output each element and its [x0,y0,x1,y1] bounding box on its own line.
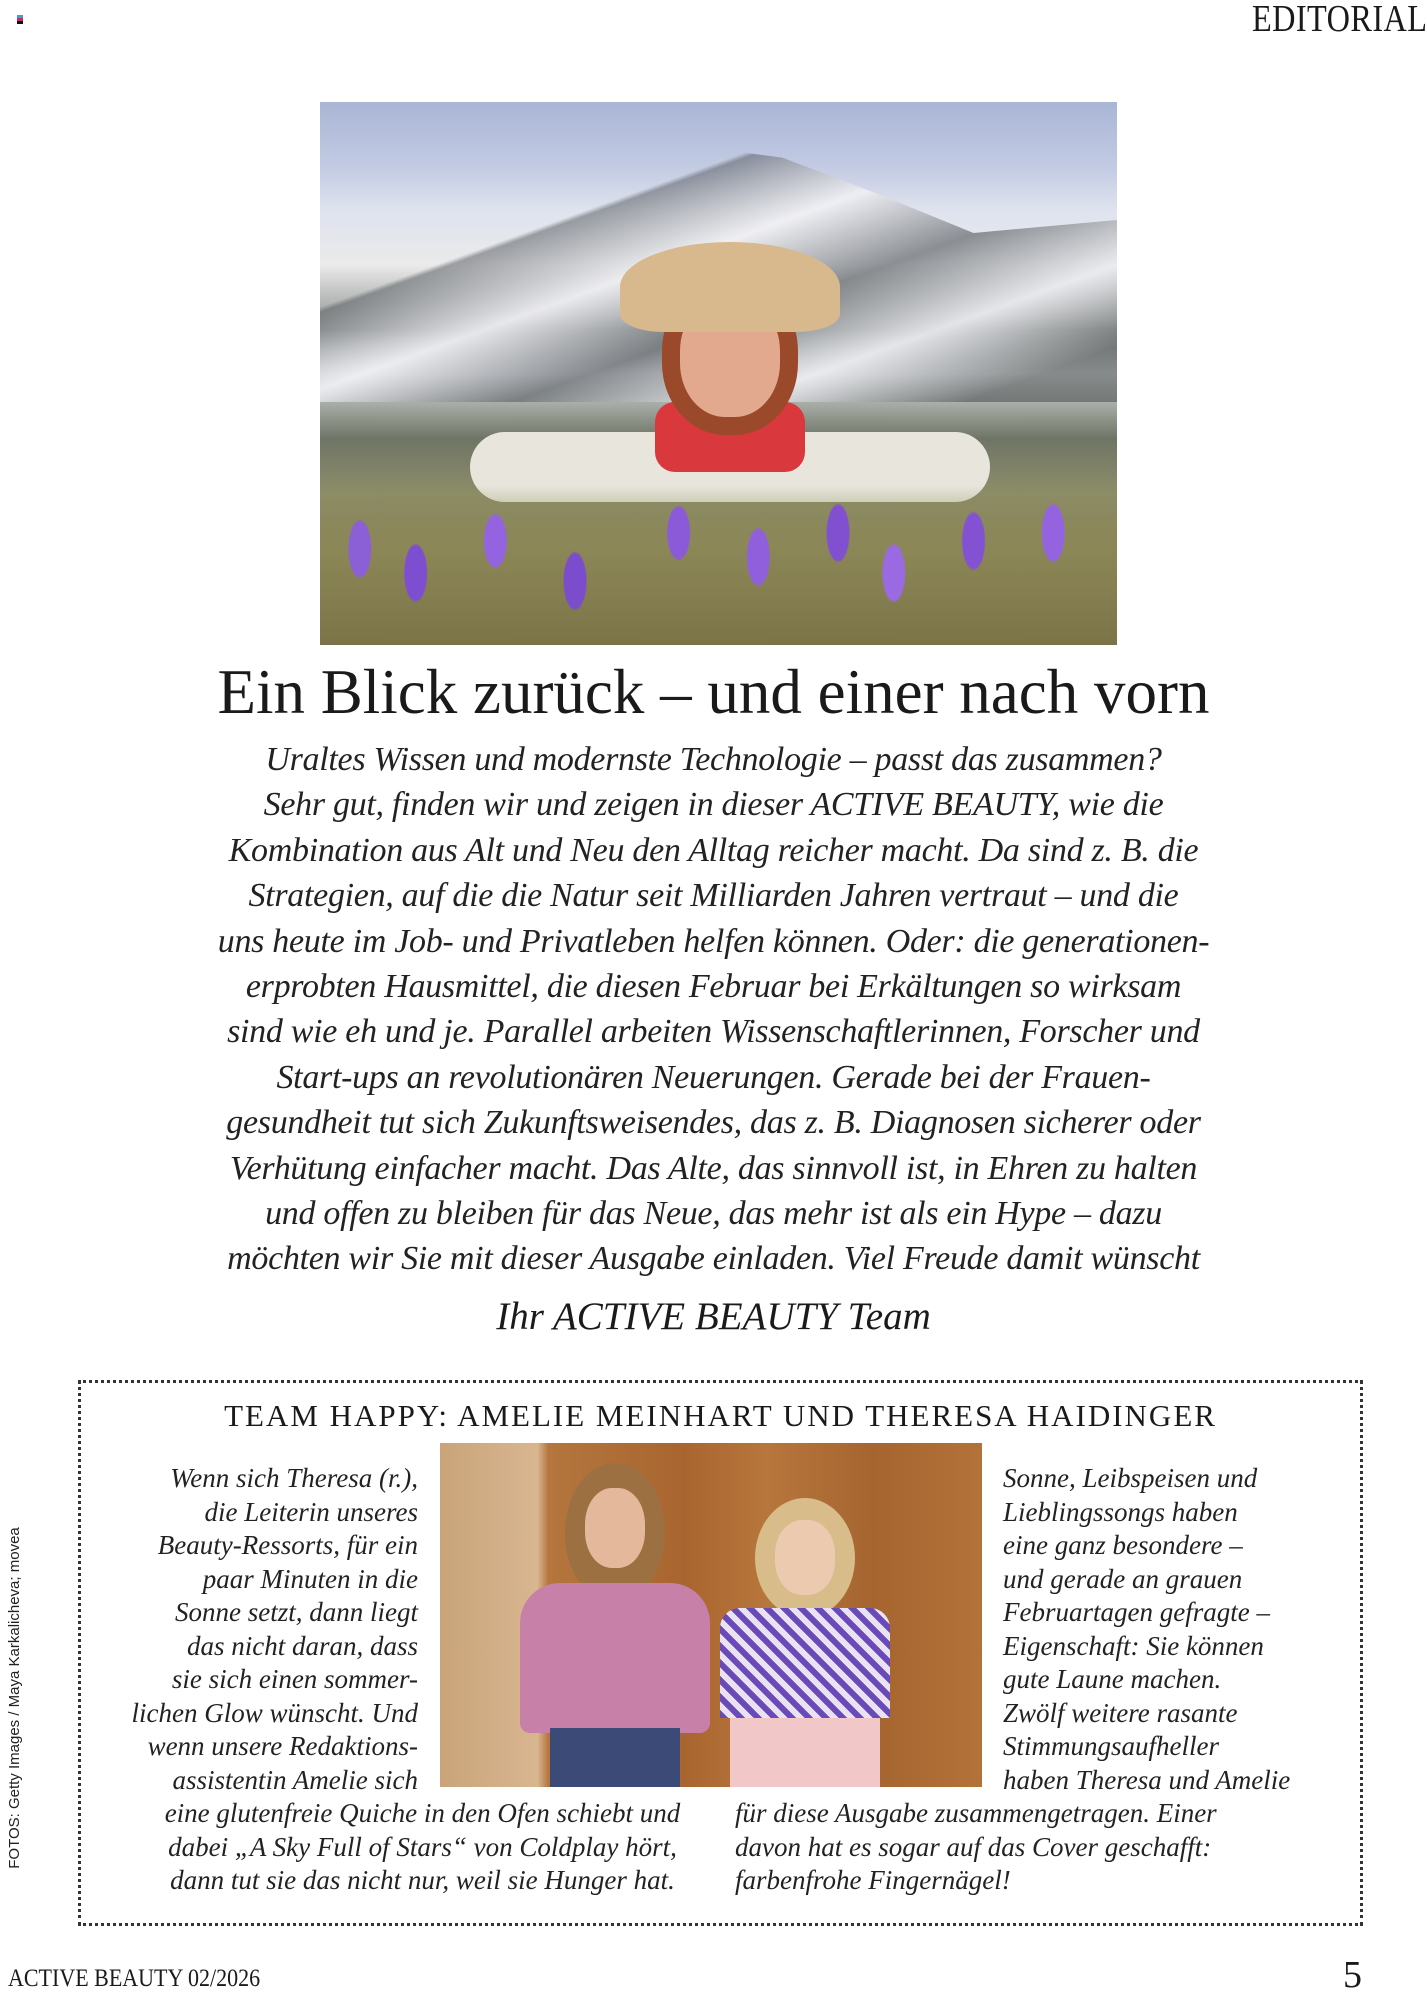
body-line: Start-ups an revolutionären Neuerungen. Gerade bei der Frauen- [276,1058,1151,1096]
text-line: Sonne, Leibspeisen und [1003,1463,1258,1493]
text-line: Lieblingssongs haben [1003,1496,1238,1527]
text-line: davon hat es sogar auf das Cover geschafft: [735,1831,1212,1862]
text-line: gute Laune machen. [1003,1664,1222,1694]
text-line: für diese Ausgabe zusammengetragen. Einer [735,1798,1217,1828]
page-number: 5 [1343,1954,1362,1996]
body-line: und offen zu bleiben für das Neue, das mehr ist als ein Hype – dazu [265,1195,1162,1233]
text-line: Wenn sich Theresa (r.), [170,1463,418,1493]
text-line: eine ganz besondere – [1003,1530,1243,1560]
text-line: eine glutenfreie Quiche in den Ofen schiebt und [164,1798,681,1828]
text-line: Zwölf weitere rasante [1003,1697,1238,1728]
section-label: EDITORIAL [1251,0,1427,40]
text-line: Stimmungsaufheller [1003,1731,1219,1761]
headline: Ein Blick zurück – und einer nach vorn [217,657,1210,727]
body-line: Strategien, auf die die Natur seit Milliarden Jahren vertraut – und die [248,877,1179,915]
editorial-body [0,737,1427,1282]
text-line: dann tut sie das nicht nur, weil sie Hunger hat. [170,1865,675,1895]
text-line: sie sich einen sommer- [171,1664,418,1694]
text-line: wenn unsere Redaktions- [147,1731,418,1761]
body-line: gesundheit tut sich Zukunftsweisendes, das z. B. Diagnosen sicherer oder [226,1104,1201,1142]
body-line: Kombination aus Alt und Neu den Alltag reicher macht. Da sind z. B. die [228,831,1199,869]
hero-photo-woman-in-crocus-meadow [320,102,1117,645]
text-line: paar Minuten in die [202,1563,418,1594]
text-line: haben Theresa und Amelie [1003,1764,1291,1795]
person-patterned-sweater [720,1498,890,1787]
footer-publication: ACTIVE BEAUTY 02/2026 [8,1965,261,1992]
text-line: und gerade an grauen [1003,1563,1243,1594]
print-registration-mark [17,15,23,24]
text-line: Februartagen gefragte – [1003,1597,1270,1627]
text-line: Eigenschaft: Sie können [1003,1630,1264,1661]
team-text-right-bottom [735,1797,1217,1898]
text-line: lichen Glow wünscht. Und [131,1697,418,1728]
body-line: Verhütung einfacher macht. Das Alte, das sinnvoll ist, in Ehren zu halten [229,1149,1198,1187]
signature: Ihr ACTIVE BEAUTY Team [496,1295,931,1338]
text-line: farbenfrohe Fingernägel! [735,1865,1011,1895]
team-photo-amelie-and-theresa [440,1443,982,1787]
team-text-right-column [1003,1462,1290,1797]
photo-credit: FOTOS: Getty Images / Maya Karkalicheva; movea [6,1527,23,1869]
smiling-woman-in-hat [620,242,840,502]
body-line: sind wie eh und je. Parallel arbeiten Wissenschaftlerinnen, Forscher und [227,1013,1200,1051]
person-pink-sweater [520,1463,710,1787]
text-line: die Leiterin unseres [204,1496,418,1527]
body-line: möchten wir Sie mit dieser Ausgabe einladen. Viel Freude damit wünscht [227,1240,1200,1278]
crocus-flowers [320,485,1117,645]
body-line: uns heute im Job- und Privatleben helfen können. Oder: die generationen- [217,922,1210,960]
text-line: Beauty-Ressorts, für ein [157,1530,418,1560]
team-text-left-column [132,1462,418,1797]
body-line: Uraltes Wissen und modernste Technologie – passt das zusammen? [265,741,1162,778]
text-line: dabei „A Sky Full of Stars“ von Coldplay hört, [168,1831,677,1862]
text-line: assistentin Amelie sich [172,1764,418,1795]
text-line: das nicht daran, dass [186,1630,418,1661]
text-line: Sonne setzt, dann liegt [175,1597,418,1627]
body-line: Sehr gut, finden wir und zeigen in dieser ACTIVE BEAUTY, wie die [263,786,1164,824]
team-box-title: TEAM HAPPY: AMELIE MEINHART UND THERESA HAIDINGER [224,1398,1217,1433]
team-text-left-bottom [145,1797,700,1898]
body-line: erprobten Hausmittel, die diesen Februar bei Erkältungen so wirksam [245,968,1182,1006]
